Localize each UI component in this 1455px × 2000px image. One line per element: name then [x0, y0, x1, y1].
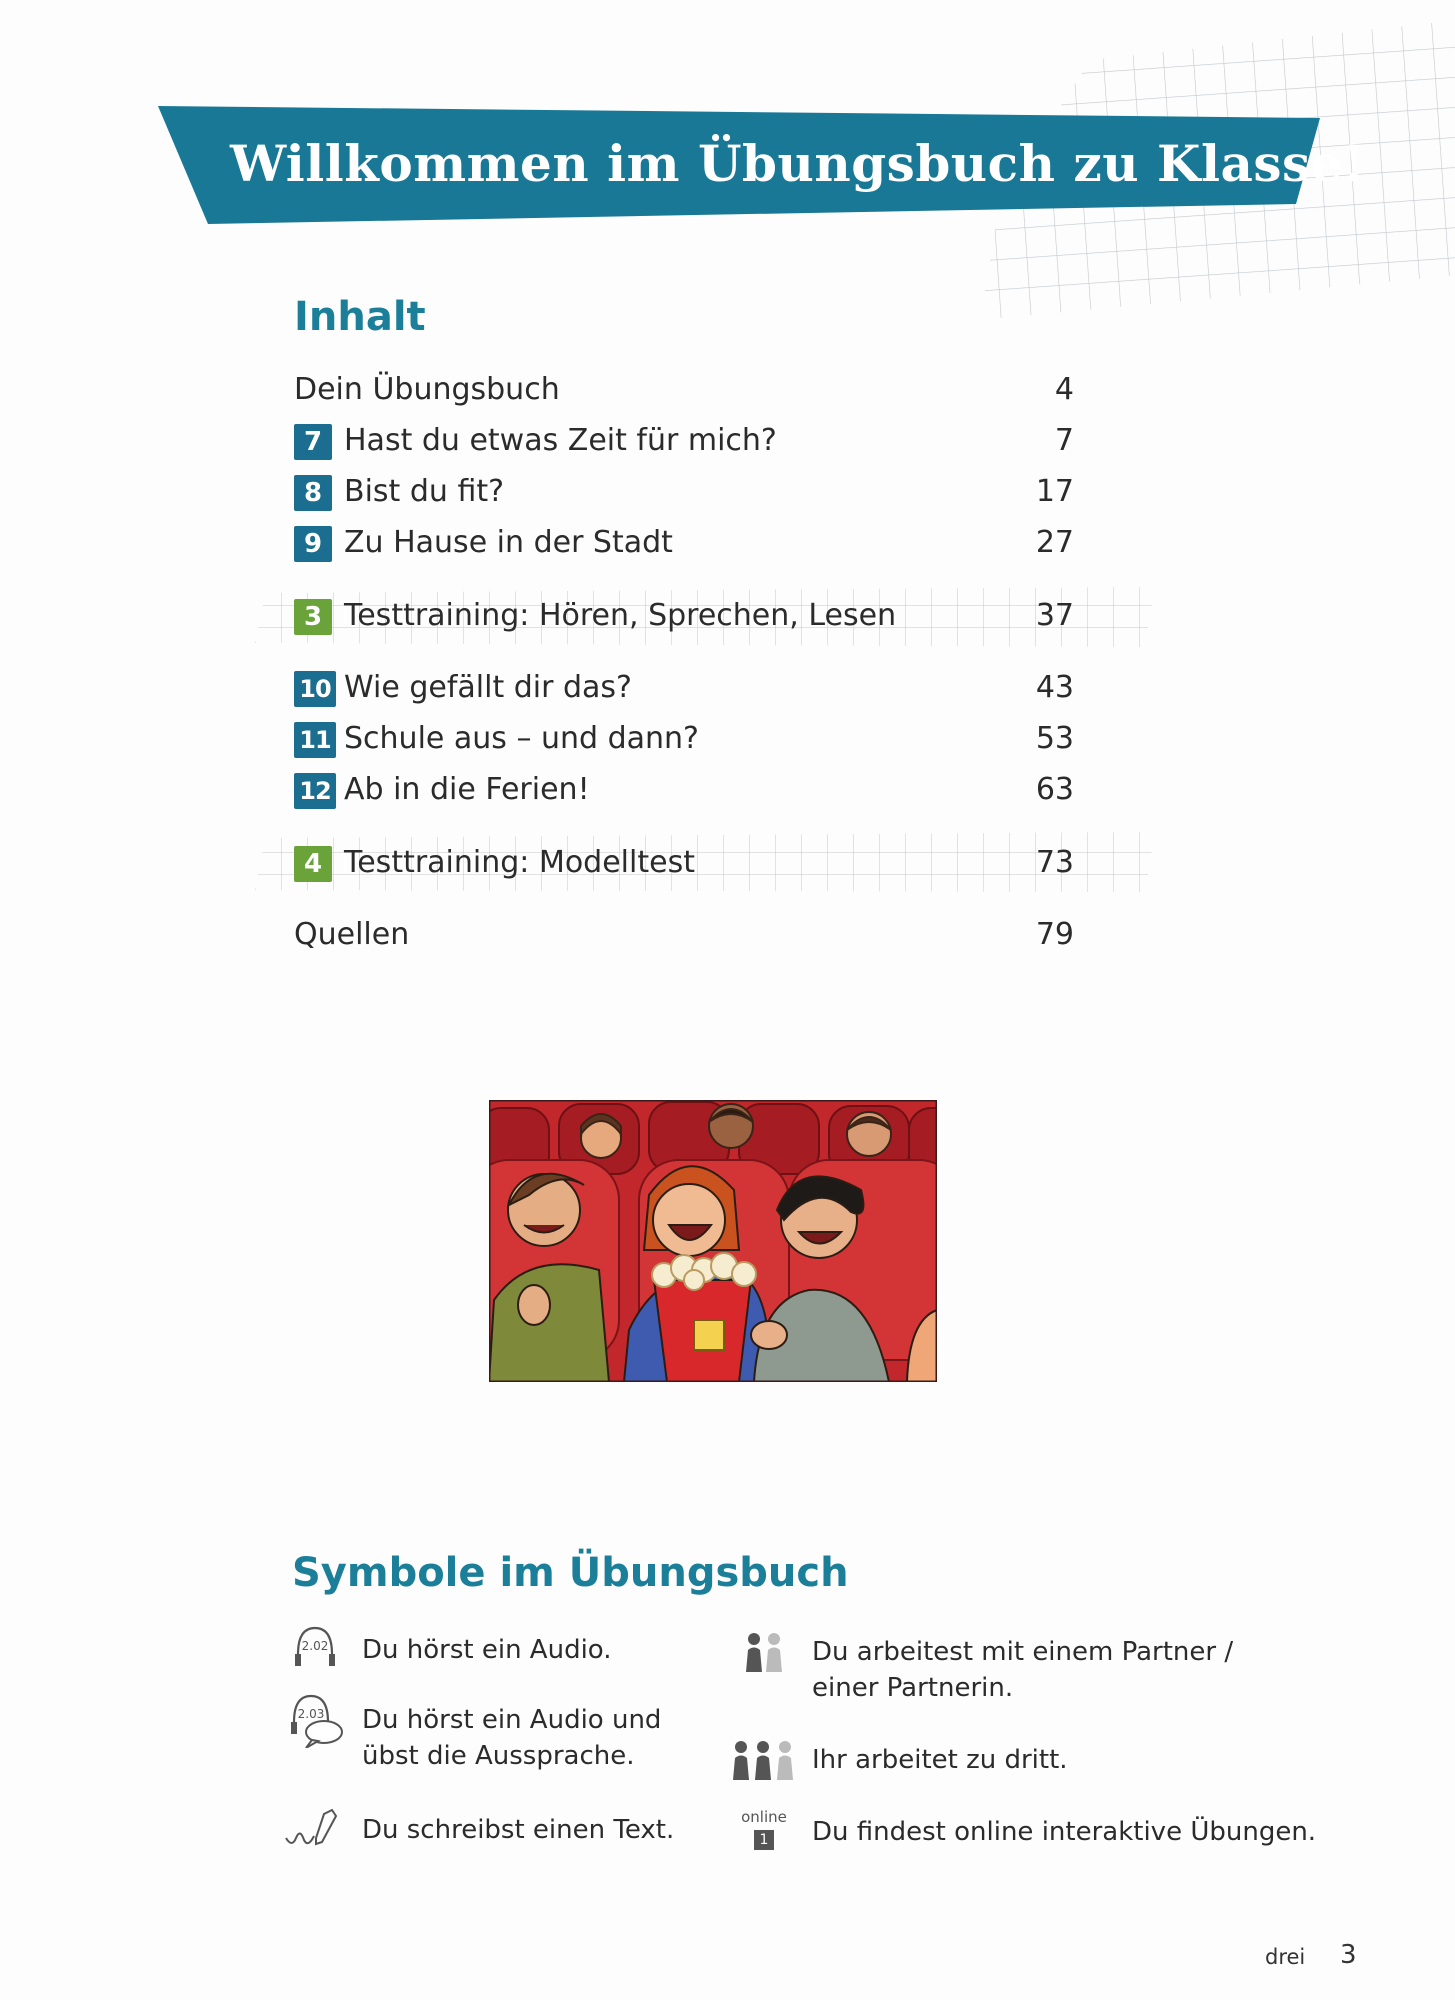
toc-entry-label: Hast du etwas Zeit für mich? [344, 423, 777, 458]
unit-badge: 12 [294, 773, 336, 809]
partner-icon [742, 1632, 788, 1672]
toc-entry-label: Zu Hause in der Stadt [344, 525, 673, 560]
page-title: Willkommen im Übungsbuch zu Klasse! [230, 134, 1366, 193]
audio-code: 2.03 [297, 1707, 325, 1721]
online-exercise-icon [738, 1808, 790, 1854]
page-number: 3 [1340, 1940, 1357, 1970]
symbol-text: Du hörst ein Audio. [362, 1635, 612, 1665]
symbol-text: einer Partnerin. [812, 1673, 1014, 1703]
test-badge: 3 [294, 599, 332, 635]
toc-heading: Inhalt [294, 294, 426, 340]
toc-entry-label: Schule aus – und dann? [344, 721, 699, 756]
test-badge: 4 [294, 846, 332, 882]
unit-badge: 8 [294, 475, 332, 511]
toc-entry-label: Quellen [294, 917, 410, 952]
audio-speech-icon [288, 1692, 348, 1748]
page-number-word: drei [1265, 1945, 1306, 1969]
symbol-text: Ihr arbeitet zu dritt. [812, 1745, 1068, 1775]
symbol-text: übst die Aussprache. [362, 1741, 635, 1771]
toc-entry[interactable] [294, 767, 1074, 813]
unit-badge: 11 [294, 722, 336, 758]
symbol-text: Du findest online interaktive Übungen. [812, 1817, 1317, 1847]
toc-entry-page: 79 [1035, 917, 1074, 952]
unit-badge: 7 [294, 424, 332, 460]
toc-entry[interactable] [294, 418, 1074, 464]
unit-badge: 9 [294, 526, 332, 562]
toc-entry-page: 43 [1035, 670, 1074, 705]
headphones-audio-icon [292, 1624, 338, 1670]
online-label: online [741, 1808, 787, 1826]
toc-entry[interactable] [294, 840, 1074, 886]
toc-entry[interactable] [294, 593, 1074, 639]
audio-code: 2.02 [301, 1639, 329, 1653]
toc-entry-page: 17 [1035, 474, 1074, 509]
toc-entry[interactable] [294, 469, 1074, 515]
online-number: 1 [754, 1830, 774, 1850]
toc-entry-page: 27 [1035, 525, 1074, 560]
pen-writing-icon [284, 1808, 344, 1850]
toc-entry[interactable] [294, 665, 1074, 711]
toc-entry-page: 37 [1035, 598, 1074, 633]
toc-entry-page: 53 [1035, 721, 1074, 756]
group-three-icon [730, 1740, 796, 1780]
toc-entry-label: Testtraining: Modelltest [344, 845, 695, 880]
symbol-text: Du arbeitest mit einem Partner / [812, 1637, 1234, 1667]
cinema-kids-popcorn-illustration [489, 1100, 937, 1382]
toc-entry-label: Testtraining: Hören, Sprechen, Lesen [344, 598, 897, 633]
symbol-text: Du schreibst einen Text. [362, 1815, 675, 1845]
toc-entry-label: Ab in die Ferien! [344, 772, 590, 807]
unit-badge: 10 [294, 671, 336, 707]
toc-entry-page: 73 [1035, 845, 1074, 880]
toc-entry-page: 4 [1054, 372, 1074, 407]
toc-entry[interactable] [294, 912, 1074, 958]
toc-entry-page: 63 [1035, 772, 1074, 807]
symbol-text: Du hörst ein Audio und [362, 1705, 662, 1735]
symbols-heading: Symbole im Übungsbuch [292, 1550, 849, 1596]
toc-entry-label: Bist du fit? [344, 474, 505, 509]
toc-entry-label: Wie gefällt dir das? [344, 670, 632, 705]
toc-entry[interactable] [294, 520, 1074, 566]
toc-entry-label: Dein Übungsbuch [294, 372, 560, 407]
toc-entry[interactable] [294, 367, 1074, 413]
toc-entry[interactable] [294, 716, 1074, 762]
toc-entry-page: 7 [1054, 423, 1074, 458]
